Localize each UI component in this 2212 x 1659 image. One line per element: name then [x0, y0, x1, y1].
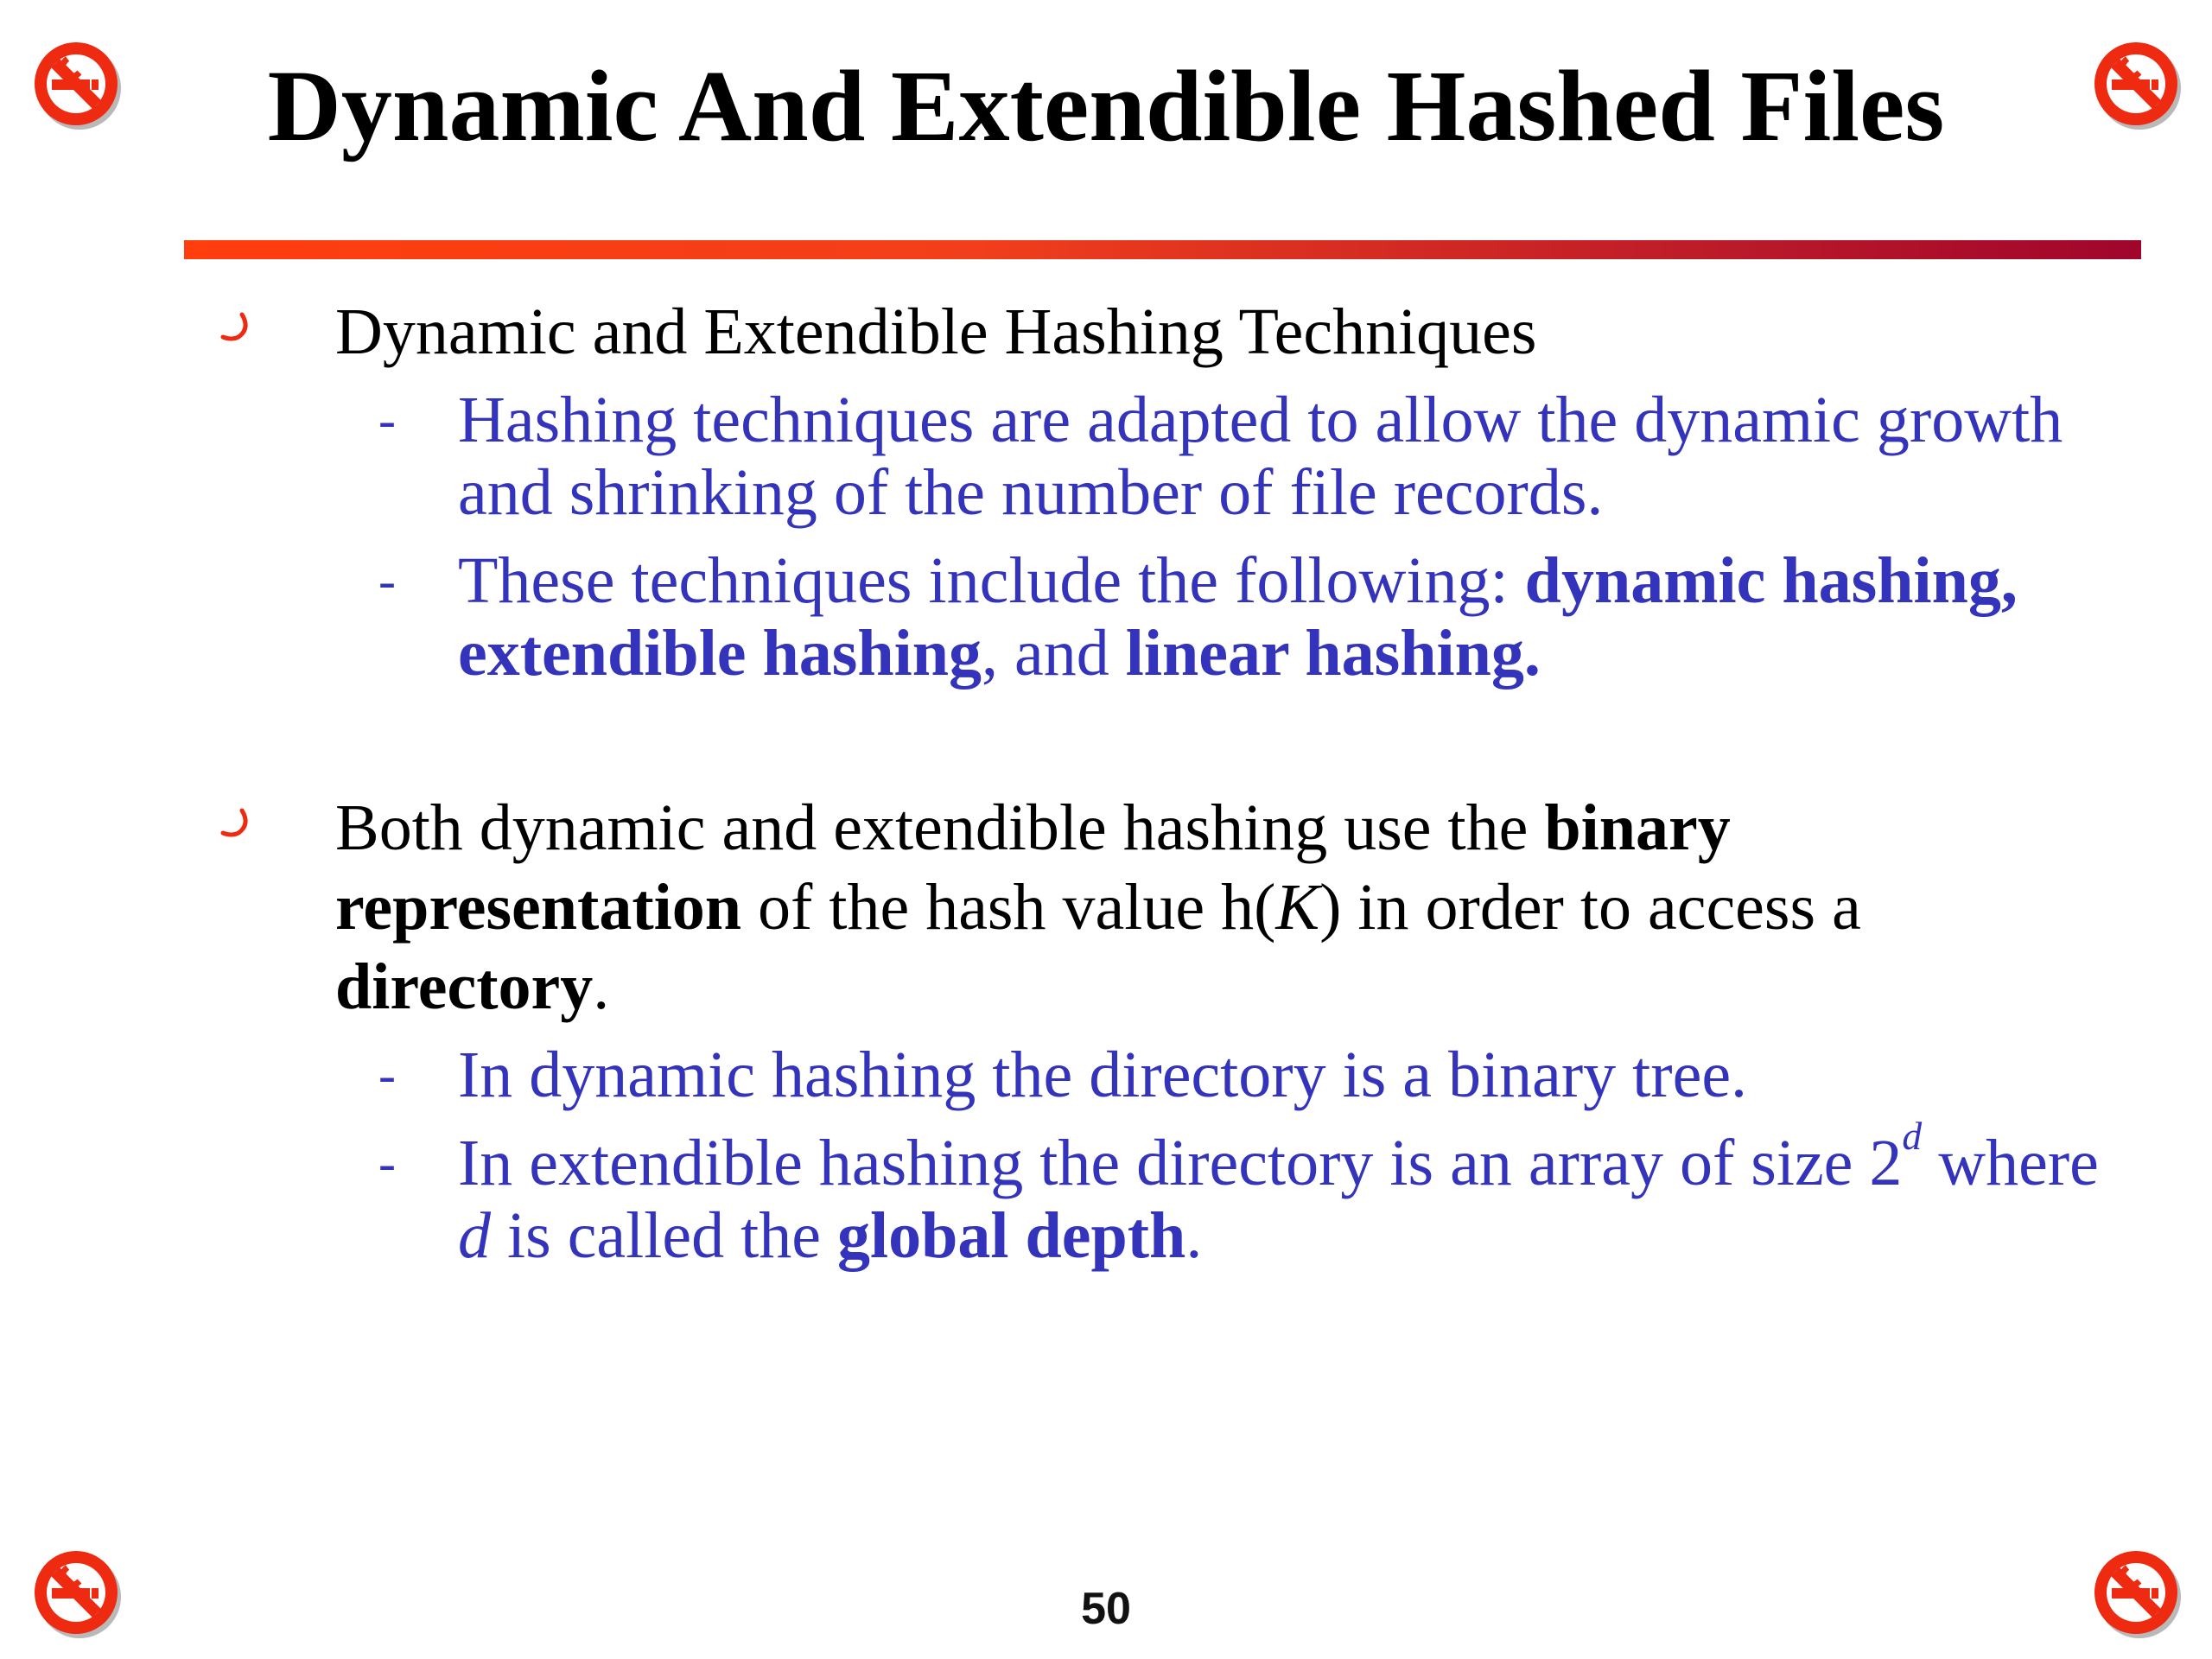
- dash-icon: -: [378, 552, 396, 609]
- sub-bullet-2-2-end: .: [1185, 1199, 1203, 1272]
- crescent-bullet-icon: [216, 308, 256, 347]
- sub-bullet-1-2-mid: , and: [982, 617, 1126, 690]
- bullet-2-mid: of the hash value h(: [741, 871, 1276, 944]
- sub-bullet-1-1: Hashing techniques are adapted to allow the dynamic growth and shrinking of the number of file records.: [458, 384, 2063, 529]
- bullet-2-text: [335, 788, 2133, 1027]
- sub-bullet-2-2: [458, 1113, 2117, 1272]
- sub-bullet-1-2: [458, 544, 2117, 690]
- slide-title: Dynamic And Extendible Hashed Files: [267, 49, 1945, 162]
- sub-bullet-2-2-italic-d: d: [458, 1199, 491, 1272]
- page-number: 50: [1081, 1584, 1131, 1634]
- bullet-2-pre: Both dynamic and extendible hashing use the: [335, 791, 1545, 864]
- sub-bullet-2-2-mid: where: [1922, 1127, 2099, 1199]
- dash-icon: -: [378, 1135, 396, 1192]
- dash-icon: -: [378, 1046, 396, 1103]
- sub-bullet-2-2-sup: d: [1902, 1113, 1923, 1158]
- dash-icon: -: [378, 391, 396, 448]
- crescent-bullet-icon: [216, 804, 256, 843]
- sub-bullet-1-2-bold1: dynamic hashing, extendible hashing: [458, 544, 2018, 690]
- sub-bullet-2-2-bold: global depth: [836, 1199, 1186, 1272]
- sub-bullet-1-2-bold2: linear hashing.: [1125, 617, 1541, 690]
- bullet-2-bold1: binary representation: [335, 791, 1731, 944]
- sub-bullet-2-1: In dynamic hashing the directory is a binary tree.: [458, 1039, 1748, 1111]
- sub-bullet-2-2-pre: In extendible hashing the directory is an array of size 2: [458, 1127, 1903, 1199]
- bullet-2-mid2: ) in order to access a: [1319, 871, 1861, 944]
- sub-bullet-1-2-pre: These techniques include the following:: [458, 544, 1525, 617]
- bullet-2-bold2: directory: [335, 950, 594, 1023]
- bullet-2-italic-k: K: [1275, 871, 1320, 944]
- sub-bullet-2-2-mid2: is called the: [491, 1199, 837, 1272]
- bullet-2-end: .: [593, 950, 610, 1023]
- bullet-1-text: Dynamic and Extendible Hashing Techniques: [335, 296, 1537, 368]
